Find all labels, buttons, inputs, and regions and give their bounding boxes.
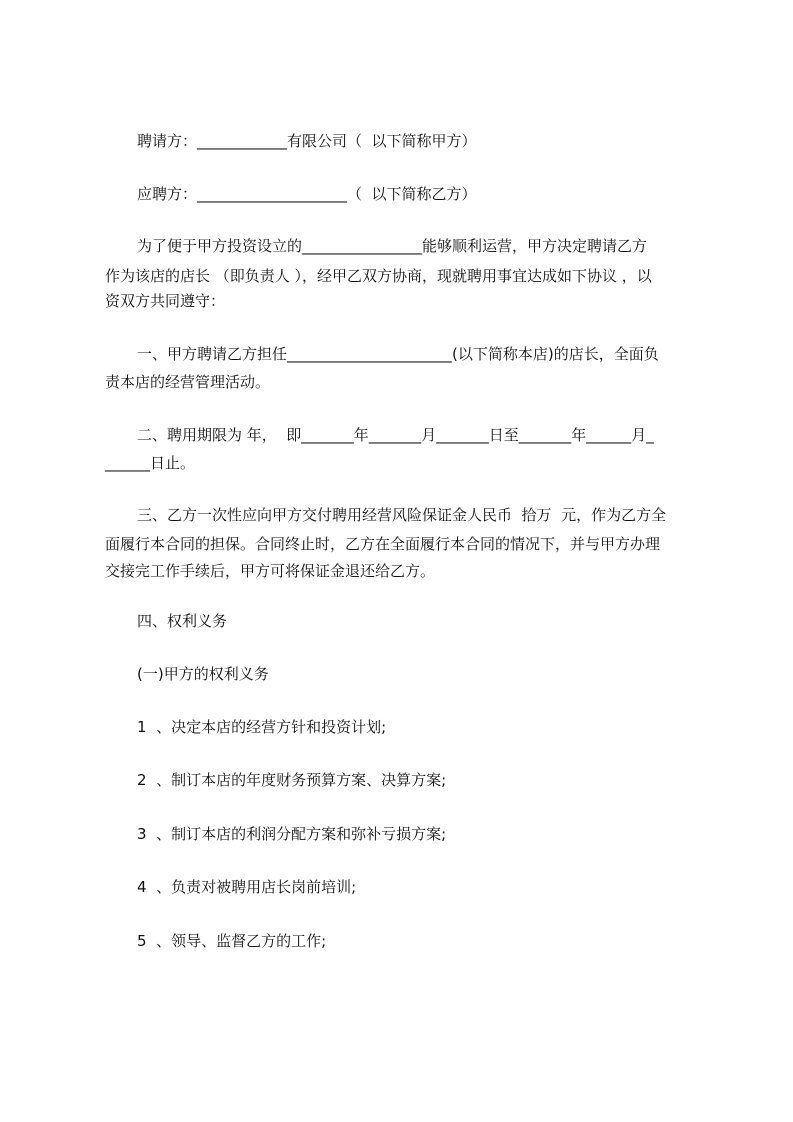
rights-item-5: 5 、领导、监督乙方的工作; [137,932,327,950]
rights-item-4: 4 、负责对被聘用店长岗前培训; [137,878,357,896]
clause-3-line-1: 三、乙方一次性应向甲方交付聘用经营风险保证金人民币 拾万 元，作为乙方全 [137,506,667,524]
employee-line: 应聘方：____________________（ 以下简称乙方） [137,185,477,203]
clause-3-line-2: 面履行本合同的担保。合同终止时，乙方在全面履行本合同的情况下，并与甲方办理 [105,535,661,553]
rights-item-2: 2 、制订本店的年度财务预算方案、决算方案; [137,771,447,789]
clause-2-line-2: ______日止。 [105,454,196,472]
rights-item-3: 3 、制订本店的利润分配方案和弥补亏损方案; [137,825,447,843]
clause-2-line-1: 二、聘用期限为 年， 即_______年_______月_______日至_______年______月_ [137,426,654,444]
preamble-line-1: 为了便于甲方投资设立的________________能够顺利运营，甲方决定聘请乙方 [137,237,648,255]
preamble-line-3: 资双方共同遵守： [105,292,226,310]
clause-1-line-2: 责本店的经营管理活动。 [105,373,271,391]
section-4-title: 四、权利义务 [137,612,228,630]
preamble-line-2: 作为该店的店长 （即负责人 ），经甲乙双方协商，现就聘用事宜达成如下协议 ，以 [105,267,652,285]
subsection-1-title: (一)甲方的权利义务 [137,665,269,683]
clause-3-line-3: 交接完工作手续后，甲方可将保证金退还给乙方。 [105,562,436,580]
clause-1-line-1: 一、甲方聘请乙方担任______________________(以下简称本店)的店长，全面负 [137,345,659,363]
rights-item-1: 1 、决定本店的经营方针和投资计划; [137,718,387,736]
employer-line: 聘请方：____________有限公司（ 以下简称甲方） [137,132,477,150]
